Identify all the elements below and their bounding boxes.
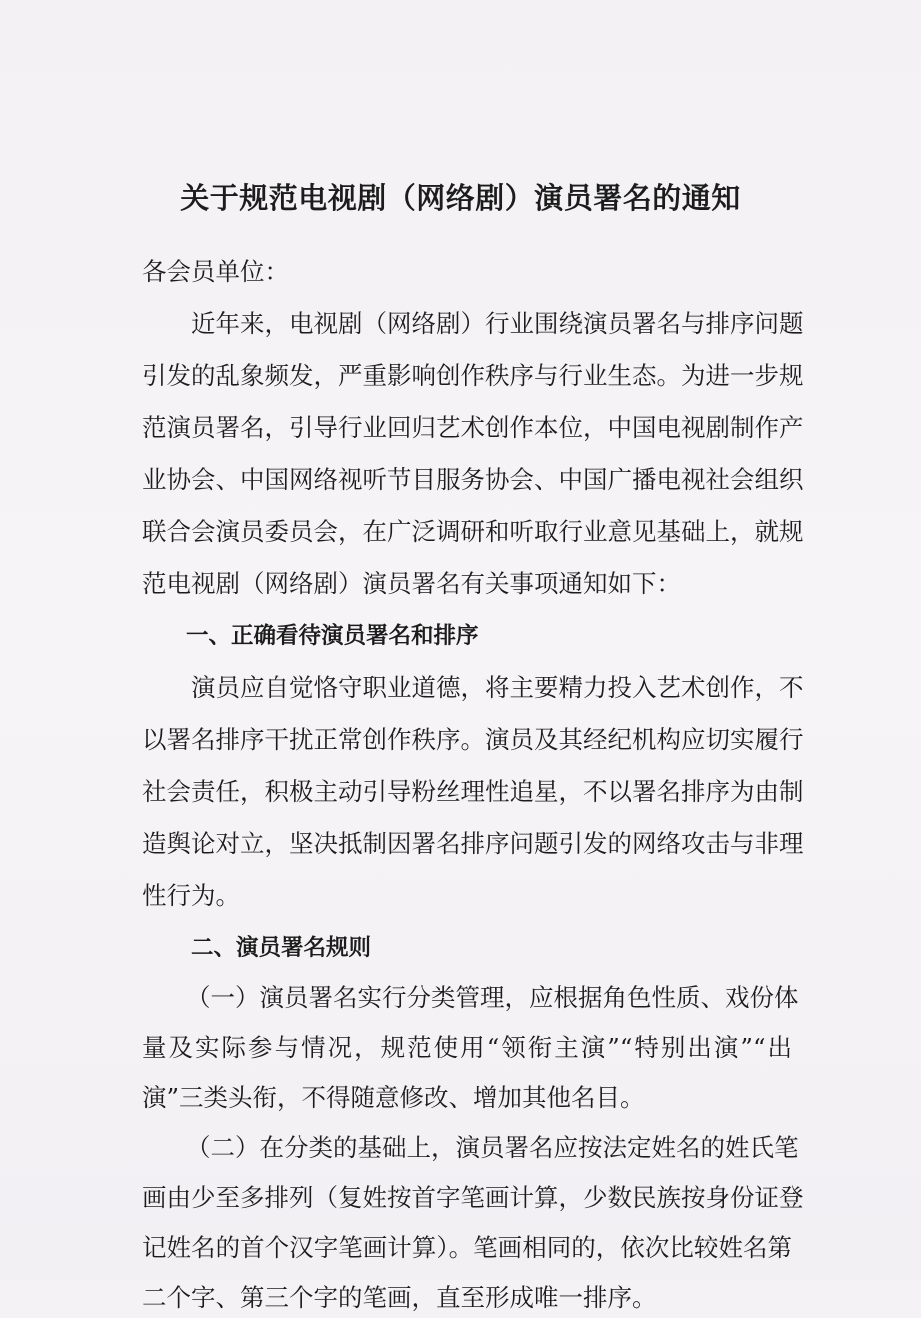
intro-line: 引发的乱象频发，严重影响创作秩序与行业生态。为进一步规 (142, 361, 804, 390)
intro-line: 近年来，电视剧（网络剧）行业围绕演员署名与排序问题 (191, 309, 804, 338)
section1-line: 性行为。 (142, 881, 240, 910)
section2-item2-line: 二个字、第三个字的笔画，直至形成唯一排序。 (142, 1283, 657, 1312)
document-title: 关于规范电视剧（网络剧）演员署名的通知 (180, 181, 741, 215)
section-heading-1: 一、正确看待演员署名和排序 (186, 623, 479, 649)
section2-item1-line: 量及实际参与情况，规范使用“领衔主演”“特别出演”“出 (142, 1033, 792, 1062)
section1-line: 社会责任，积极主动引导粉丝理性追星，不以署名排序为由制 (142, 777, 804, 806)
section1-line: 以署名排序干扰正常创作秩序。演员及其经纪机构应切实履行 (142, 725, 804, 754)
section2-item2-line: 记姓名的首个汉字笔画计算）。笔画相同的，依次比较姓名第 (142, 1233, 792, 1262)
section-heading-2: 二、演员署名规则 (191, 935, 372, 961)
section2-item1-line: （一）演员署名实行分类管理，应根据角色性质、戏份体 (186, 983, 799, 1012)
intro-line: 业协会、中国网络视听节目服务协会、中国广播电视社会组织 (142, 465, 804, 494)
section2-item2-line: 画由少至多排列（复姓按首字笔画计算，少数民族按身份证登 (142, 1183, 804, 1212)
intro-line: 范演员署名，引导行业回归艺术创作本位，中国电视剧制作产 (142, 413, 804, 442)
section2-item2-line: （二）在分类的基础上，演员署名应按法定姓名的姓氏笔 (186, 1133, 799, 1162)
salutation: 各会员单位： (142, 257, 289, 286)
intro-line: 范电视剧（网络剧）演员署名有关事项通知如下： (142, 569, 681, 598)
intro-line: 联合会演员委员会，在广泛调研和听取行业意见基础上，就规 (142, 517, 804, 546)
section1-line: 演员应自觉恪守职业道德，将主要精力投入艺术创作，不 (191, 673, 804, 702)
section1-line: 造舆论对立，坚决抵制因署名排序问题引发的网络攻击与非理 (142, 829, 804, 858)
section2-item1-line: 演”三类头衔，不得随意修改、增加其他名目。 (142, 1083, 645, 1112)
